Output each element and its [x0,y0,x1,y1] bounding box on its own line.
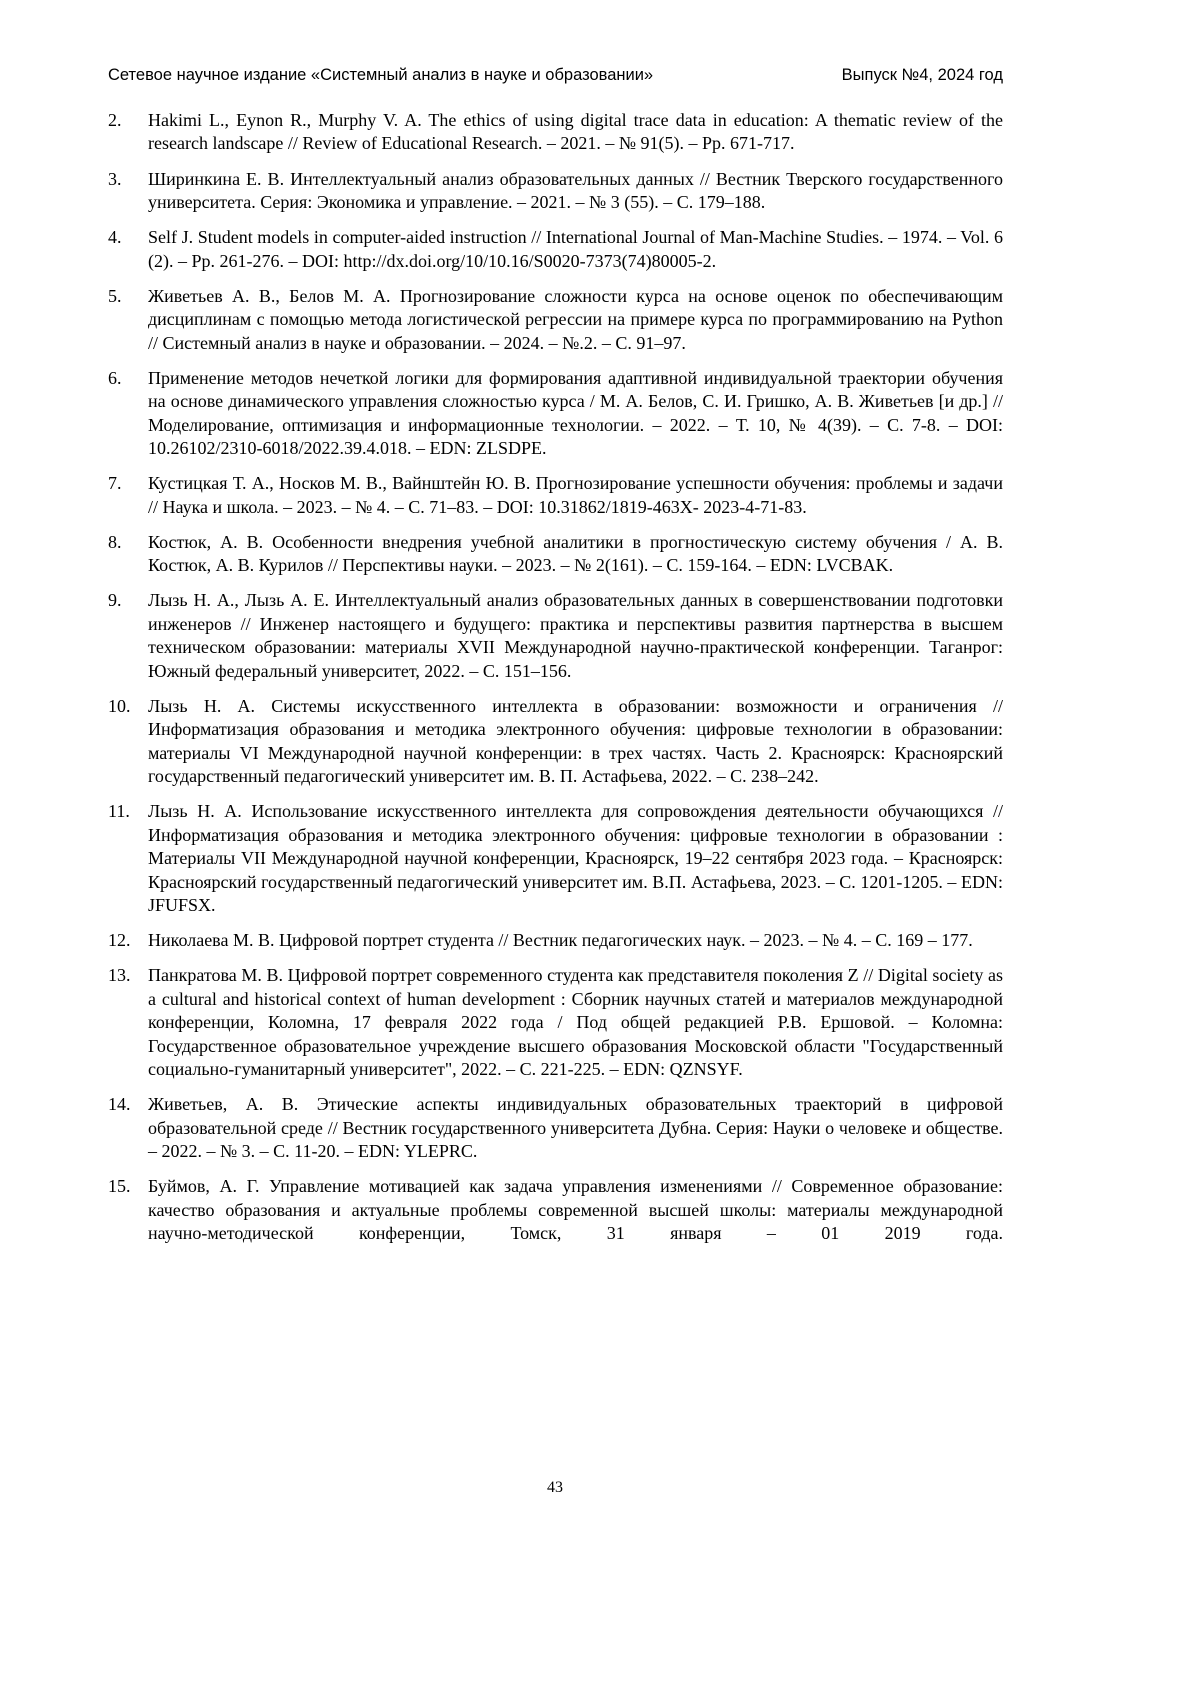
reference-text: Hakimi L., Eynon R., Murphy V. A. The ethics of using digital trace data in education: A thematic review of the research landscape // Review of Educational Research. – 2021. – № 91(5). – Pp. 671-717. [148,109,1003,156]
reference-item [108,285,1003,355]
issue-label: Выпуск №4, 2024 год [842,66,1003,85]
reference-text: Панкратова М. В. Цифровой портрет современного студента как представителя поколения Z // Digital society as a cultural and historical context of human development : Сборник научных статей и материалов международной конференции, Коломна, 17 февраля 2022 года / Под общей редакцией Р.В. Ершовой. – Коломна: Государственное образовательное учреждение высшего образования Московской области "Государственный социально-гуманитарный университет", 2022. – С. 221-225. – EDN: QZNSYF. [148,964,1003,1081]
reference-number: 5. [108,285,148,355]
reference-item [108,367,1003,461]
reference-item [108,695,1003,789]
reference-text: Лызь Н. А. Системы искусственного интеллекта в образовании: возможности и ограничения // Информатизация образования и методика электронного обучения: цифровые технологии в образовании: материалы VI Международной научной конференции: в трех частях. Часть 2. Красноярск: Красноярский государственный педагогический университет им. В. П. Астафьева, 2022. – С. 238–242. [148,695,1003,789]
reference-number: 14. [108,1093,148,1163]
reference-text: Кустицкая Т. А., Носков М. В., Вайнштейн Ю. В. Прогнозирование успешности обучения: проблемы и задачи // Наука и школа. – 2023. – № 4. – С. 71–83. – DOI: 10.31862/1819-463X- 2023-4-71-83. [148,472,1003,519]
reference-number: 3. [108,168,148,215]
reference-item [108,226,1003,273]
reference-text: Буймов, А. Г. Управление мотивацией как задача управления изменениями // Современное образование: качество образования и актуальные проблемы современной высшей школы: материалы международной научно-методической конференции, Томск, 31 января – 01 2019 года. [148,1175,1003,1245]
reference-number: 2. [108,109,148,156]
reference-item [108,964,1003,1081]
reference-number: 15. [108,1175,148,1245]
reference-text: Лызь Н. А. Использование искусственного интеллекта для сопровождения деятельности обучающихся // Информатизация образования и методика электронного обучения: цифровые технологии в образовании : Материалы VII Международной научной конференции, Красноярск, 19–22 сентября 2023 года. – Красноярск: Красноярский государственный педагогический университет им. В.П. Астафьева, 2023. – С. 1201-1205. – EDN: JFUFSX. [148,800,1003,917]
reference-item [108,472,1003,519]
reference-item [108,531,1003,578]
reference-item [108,1175,1003,1245]
reference-item [108,929,1003,952]
reference-text: Живетьев, А. В. Этические аспекты индивидуальных образовательных траекторий в цифровой образовательной среде // Вестник государственного университета Дубна. Серия: Науки о человеке и обществе. – 2022. – № 3. – С. 11-20. – EDN: YLEPRC. [148,1093,1003,1163]
reference-item [108,168,1003,215]
reference-item [108,1093,1003,1163]
reference-number: 11. [108,800,148,917]
reference-text: Живетьев А. В., Белов М. А. Прогнозирование сложности курса на основе оценок по обеспечивающим дисциплинам с помощью метода логистической регрессии на примере курса по программированию на Python // Системный анализ в науке и образовании. – 2024. – №.2. – С. 91–97. [148,285,1003,355]
reference-text: Ширинкина Е. В. Интеллектуальный анализ образовательных данных // Вестник Тверского государственного университета. Серия: Экономика и управление. – 2021. – № 3 (55). – С. 179–188. [148,168,1003,215]
reference-number: 6. [108,367,148,461]
page-number: 43 [0,1479,1110,1497]
reference-list [108,109,1003,1257]
reference-number: 13. [108,964,148,1081]
reference-item [108,589,1003,683]
journal-title: Сетевое научное издание «Системный анализ в науке и образовании» [108,66,653,85]
reference-number: 7. [108,472,148,519]
reference-item [108,800,1003,917]
reference-text: Николаева М. В. Цифровой портрет студента // Вестник педагогических наук. – 2023. – № 4. – С. 169 – 177. [148,929,1003,952]
reference-number: 4. [108,226,148,273]
reference-number: 8. [108,531,148,578]
running-header [108,66,1003,85]
reference-number: 9. [108,589,148,683]
reference-text: Костюк, А. В. Особенности внедрения учебной аналитики в прогностическую систему обучения / А. В. Костюк, А. В. Курилов // Перспективы науки. – 2023. – № 2(161). – С. 159-164. – EDN: LVCBAK. [148,531,1003,578]
reference-text: Self J. Student models in computer-aided instruction // International Journal of Man-Machine Studies. – 1974. – Vol. 6 (2). – Pp. 261-276. – DOI: http://dx.doi.org/10/10.16/S0020-7373(74)80005-2. [148,226,1003,273]
reference-number: 10. [108,695,148,789]
reference-text: Применение методов нечеткой логики для формирования адаптивной индивидуальной траектории обучения на основе динамического управления сложностью курса / М. А. Белов, С. И. Гришко, А. В. Живетьев [и др.] // Моделирование, оптимизация и информационные технологии. – 2022. – Т. 10, № 4(39). – С. 7-8. – DOI: 10.26102/2310-6018/2022.39.4.018. – EDN: ZLSDPE. [148,367,1003,461]
reference-item [108,109,1003,156]
reference-text: Лызь Н. А., Лызь А. Е. Интеллектуальный анализ образовательных данных в совершенствовании подготовки инженеров // Инженер настоящего и будущего: практика и перспективы развития партнерства в высшем техническом образовании: материалы XVII Международной научно-практической конференции. Таганрог: Южный федеральный университет, 2022. – С. 151–156. [148,589,1003,683]
reference-number: 12. [108,929,148,952]
